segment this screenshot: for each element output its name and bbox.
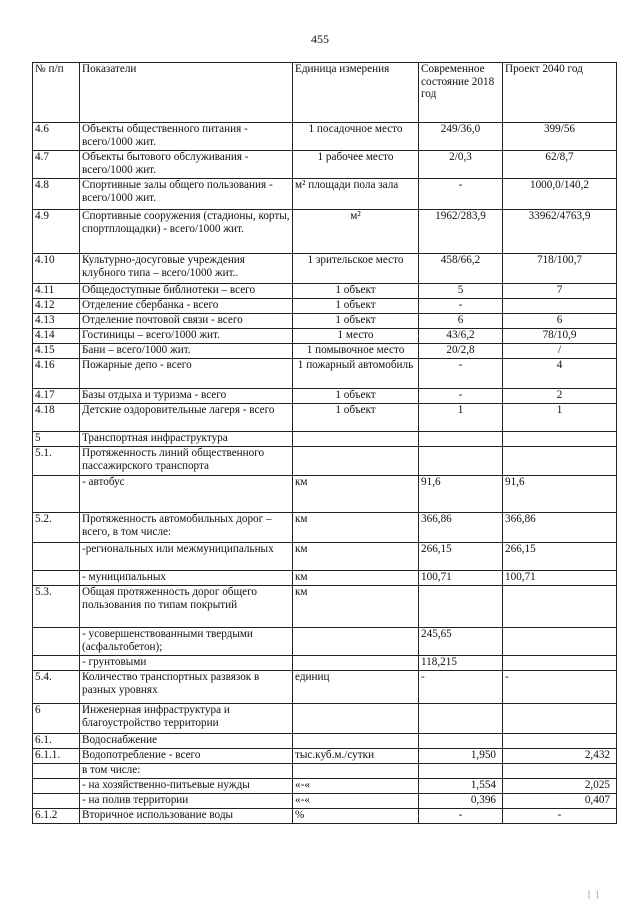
row-current: 249/36,0: [419, 123, 503, 151]
row-current: 2/0,3: [419, 151, 503, 179]
row-project: [503, 299, 617, 314]
header-current: Современное состояние 2018 год: [419, 63, 503, 123]
row-unit: км: [293, 513, 419, 543]
row-current: 91,6: [419, 476, 503, 513]
table-row: [33, 671, 617, 704]
row-unit: км: [293, 586, 419, 628]
row-unit: 1 объект: [293, 299, 419, 314]
table-row: [33, 513, 617, 543]
row-unit: [293, 447, 419, 476]
row-current: [419, 764, 503, 779]
row-name: Базы отдыха и туризма - всего: [80, 389, 293, 404]
row-project: 4: [503, 359, 617, 389]
row-current: 1,950: [419, 749, 503, 764]
row-unit: 1 помывочное место: [293, 344, 419, 359]
row-project: 0,407: [503, 794, 617, 809]
row-project: 366,86: [503, 513, 617, 543]
row-current: 266,15: [419, 543, 503, 571]
row-name: Количество транспортных развязок в разных уровнях: [80, 671, 293, 704]
row-current: 6: [419, 314, 503, 329]
row-unit: единиц: [293, 671, 419, 704]
row-num: 4.15: [33, 344, 80, 359]
row-num: 6.1.: [33, 734, 80, 749]
row-num: 6.1.2: [33, 809, 80, 824]
row-unit: «-«: [293, 779, 419, 794]
row-num: 6.1.1.: [33, 749, 80, 764]
row-name: Детские оздоровительные лагеря - всего: [80, 404, 293, 432]
table-row: [33, 344, 617, 359]
row-name: Отделение сбербанка - всего: [80, 299, 293, 314]
row-current: 43/6,2: [419, 329, 503, 344]
table-row: [33, 404, 617, 432]
row-project: 33962/4763,9: [503, 210, 617, 254]
row-current: 20/2,8: [419, 344, 503, 359]
row-unit: 1 объект: [293, 404, 419, 432]
row-num: 4.13: [33, 314, 80, 329]
table-row: [33, 476, 617, 513]
table-row: [33, 586, 617, 628]
indicators-table: [32, 62, 617, 824]
table-row: [33, 299, 617, 314]
row-name: Вторичное использование воды: [80, 809, 293, 824]
table-row: [33, 656, 617, 671]
row-name: - автобус: [80, 476, 293, 513]
row-num: 4.17: [33, 389, 80, 404]
row-current: [419, 447, 503, 476]
row-num: 6: [33, 704, 80, 734]
row-unit: км: [293, 571, 419, 586]
row-num: 4.9: [33, 210, 80, 254]
header-num: № п/п: [33, 63, 80, 123]
row-current: 366,86: [419, 513, 503, 543]
table-row: [33, 314, 617, 329]
table-row: [33, 749, 617, 764]
table-row: [33, 123, 617, 151]
row-name: Протяженность автомобильных дорог – всего, в том числе:: [80, 513, 293, 543]
row-unit: тыс.куб.м./сутки: [293, 749, 419, 764]
row-num: 4.11: [33, 284, 80, 299]
row-num: 4.7: [33, 151, 80, 179]
row-project: 78/10,9: [503, 329, 617, 344]
row-project: [503, 447, 617, 476]
row-name: - на хозяйственно-питьевые нужды: [80, 779, 293, 794]
row-project: [503, 734, 617, 749]
row-name: Водопотребление - всего: [80, 749, 293, 764]
row-project: [503, 432, 617, 447]
row-num: 5.3.: [33, 586, 80, 628]
row-num: [33, 571, 80, 586]
row-project: 2,025: [503, 779, 617, 794]
row-unit: [293, 656, 419, 671]
table-row: [33, 389, 617, 404]
row-unit: км: [293, 476, 419, 513]
row-name: Транспортная инфраструктура: [80, 432, 293, 447]
row-current: [419, 734, 503, 749]
row-project: 266,15: [503, 543, 617, 571]
row-unit: 1 объект: [293, 389, 419, 404]
row-unit: [293, 704, 419, 734]
row-project: 7: [503, 284, 617, 299]
row-num: [33, 764, 80, 779]
page-number: 455: [311, 32, 329, 46]
table-row: [33, 432, 617, 447]
row-name: Водоснабжение: [80, 734, 293, 749]
row-num: [33, 656, 80, 671]
table-row: [33, 794, 617, 809]
row-name: Инженерная инфраструктура и благоустройство территории: [80, 704, 293, 734]
row-current: 1: [419, 404, 503, 432]
table-row: [33, 254, 617, 284]
row-project: 2: [503, 389, 617, 404]
row-current: -: [419, 671, 503, 704]
row-project: -: [503, 671, 617, 704]
table-row: [33, 571, 617, 586]
row-current: -: [419, 809, 503, 824]
table-row: [33, 359, 617, 389]
row-unit: [293, 734, 419, 749]
row-unit: 1 пожарный автомобиль: [293, 359, 419, 389]
row-num: [33, 779, 80, 794]
table-row: [33, 284, 617, 299]
table-row: [33, 151, 617, 179]
row-num: 4.8: [33, 179, 80, 210]
row-unit: [293, 432, 419, 447]
row-project: [503, 764, 617, 779]
row-name: Объекты общественного питания - всего/1000 жит.: [80, 123, 293, 151]
table-row: [33, 704, 617, 734]
row-num: [33, 794, 80, 809]
row-unit: «-«: [293, 794, 419, 809]
row-num: [33, 628, 80, 656]
row-name: - на полив территории: [80, 794, 293, 809]
row-unit: км: [293, 543, 419, 571]
row-unit: [293, 628, 419, 656]
row-name: Общедоступные библиотеки – всего: [80, 284, 293, 299]
row-current: 1962/283,9: [419, 210, 503, 254]
row-unit: м²: [293, 210, 419, 254]
row-current: -: [419, 389, 503, 404]
row-unit: 1 посадочное место: [293, 123, 419, 151]
table-row: [33, 628, 617, 656]
row-current: 245,65: [419, 628, 503, 656]
row-project: [503, 704, 617, 734]
table-row: [33, 764, 617, 779]
row-project: -: [503, 809, 617, 824]
corner-mark: | |: [588, 889, 600, 899]
row-name: Спортивные залы общего пользования - всего/1000 жит.: [80, 179, 293, 210]
row-name: Отделение почтовой связи - всего: [80, 314, 293, 329]
row-name: Гостиницы – всего/1000 жит.: [80, 329, 293, 344]
row-num: 5.4.: [33, 671, 80, 704]
row-name: Общая протяженность дорог общего пользования по типам покрытий: [80, 586, 293, 628]
row-name: Пожарные депо - всего: [80, 359, 293, 389]
row-project: 6: [503, 314, 617, 329]
row-num: [33, 543, 80, 571]
row-name: - муниципальных: [80, 571, 293, 586]
row-name: - усовершенствованными твердыми (асфальтобетон);: [80, 628, 293, 656]
header-unit: Единица измерения: [293, 63, 419, 123]
row-num: 5.1.: [33, 447, 80, 476]
row-current: [419, 432, 503, 447]
row-project: 91,6: [503, 476, 617, 513]
row-num: 5: [33, 432, 80, 447]
row-name: Спортивные сооружения (стадионы, корты, спортплощадки) - всего/1000 жит.: [80, 210, 293, 254]
row-project: 100,71: [503, 571, 617, 586]
row-current: -: [419, 299, 503, 314]
row-name: -региональных или межмуниципальных: [80, 543, 293, 571]
row-unit: 1 место: [293, 329, 419, 344]
row-name: - грунтовыми: [80, 656, 293, 671]
row-project: 718/100,7: [503, 254, 617, 284]
row-name: Бани – всего/1000 жит.: [80, 344, 293, 359]
row-current: 458/66,2: [419, 254, 503, 284]
row-num: 4.14: [33, 329, 80, 344]
row-num: 4.16: [33, 359, 80, 389]
row-unit: 1 зрительское место: [293, 254, 419, 284]
row-num: 5.2.: [33, 513, 80, 543]
row-unit: 1 рабочее место: [293, 151, 419, 179]
table-row: [33, 210, 617, 254]
table-row: [33, 734, 617, 749]
row-unit: 1 объект: [293, 314, 419, 329]
table-row: [33, 179, 617, 210]
row-num: 4.12: [33, 299, 80, 314]
header-indicator: Показатели: [80, 63, 293, 123]
row-project: /: [503, 344, 617, 359]
row-current: -: [419, 359, 503, 389]
table-header-row: [33, 63, 617, 123]
row-project: [503, 656, 617, 671]
row-current: [419, 704, 503, 734]
row-name: в том числе:: [80, 764, 293, 779]
row-num: [33, 476, 80, 513]
row-project: 1000,0/140,2: [503, 179, 617, 210]
row-current: 118,215: [419, 656, 503, 671]
row-project: [503, 628, 617, 656]
row-project: 399/56: [503, 123, 617, 151]
row-current: 100,71: [419, 571, 503, 586]
row-name: Объекты бытового обслуживания - всего/1000 жит.: [80, 151, 293, 179]
row-unit: [293, 764, 419, 779]
row-num: 4.18: [33, 404, 80, 432]
row-project: 62/8,7: [503, 151, 617, 179]
row-current: -: [419, 179, 503, 210]
row-unit: м² площади пола зала: [293, 179, 419, 210]
row-num: 4.6: [33, 123, 80, 151]
row-name: Культурно-досуговые учреждения клубного типа – всего/1000 жит..: [80, 254, 293, 284]
row-unit: %: [293, 809, 419, 824]
row-name: Протяженность линий общественного пассажирского транспорта: [80, 447, 293, 476]
row-unit: 1 объект: [293, 284, 419, 299]
row-current: 1,554: [419, 779, 503, 794]
table-row: [33, 779, 617, 794]
row-num: 4.10: [33, 254, 80, 284]
row-project: 1: [503, 404, 617, 432]
table-row: [33, 447, 617, 476]
row-current: [419, 586, 503, 628]
row-project: 2,432: [503, 749, 617, 764]
table-row: [33, 809, 617, 824]
header-project: Проект 2040 год: [503, 63, 617, 123]
table-row: [33, 543, 617, 571]
row-current: 0,396: [419, 794, 503, 809]
row-current: 5: [419, 284, 503, 299]
row-project: [503, 586, 617, 628]
table-row: [33, 329, 617, 344]
